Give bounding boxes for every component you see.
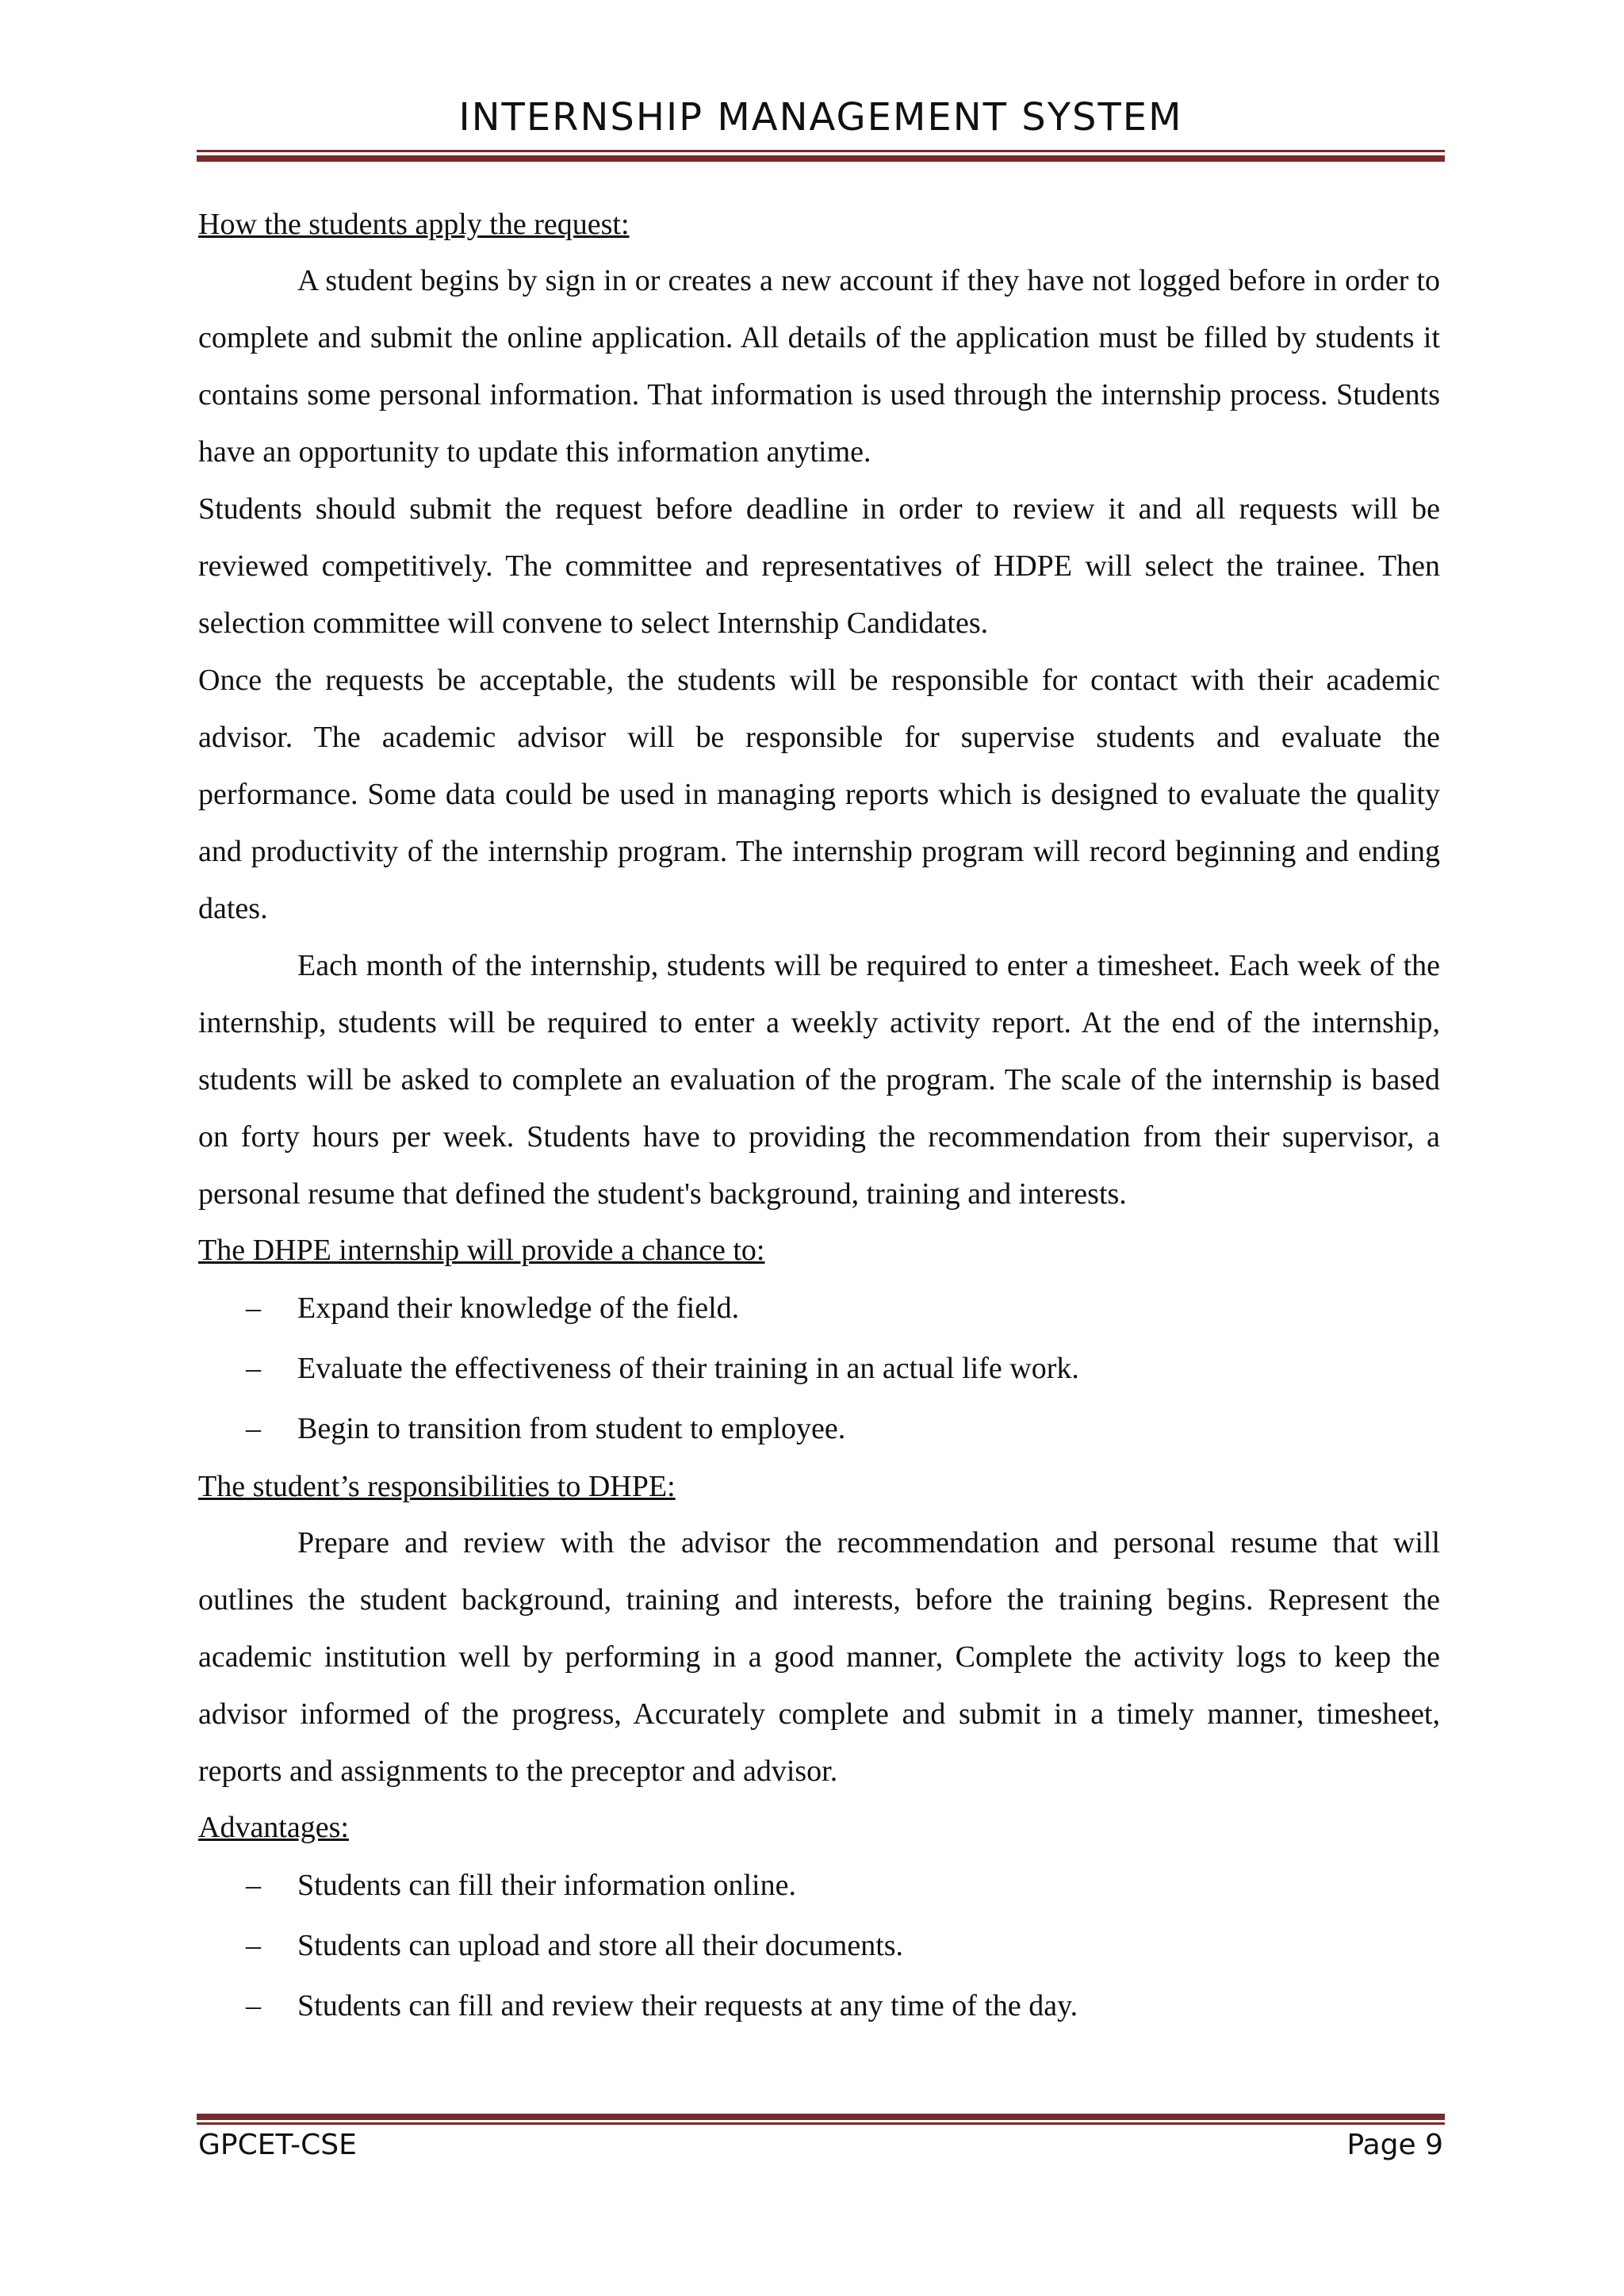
list-item-text: Students can upload and store all their documents. [297,1929,904,1962]
page-header-title: INTERNSHIP MANAGEMENT SYSTEM [458,95,1183,140]
list-item [198,1855,1440,1915]
advantages-list [198,1855,1440,2036]
list-item-text: Students can fill their information online. [297,1869,796,1902]
footer-page-number: Page 9 [1346,2129,1443,2161]
section-heading-apply: How the students apply the request: [198,208,630,241]
paragraph-apply-3: Once the requests be acceptable, the students will be responsible for contact with their academic advisor. The academic advisor will be responsible for supervise students and evaluate the performance. Some data could be used in managing reports which is designed to evaluate the quality and productivity of the internship program. The internship program will record beginning and ending dates. [198,664,1440,925]
header-rule-thick [197,155,1445,162]
list-item-text: Expand their knowledge of the field. [297,1292,740,1325]
chance-list [198,1278,1440,1459]
list-item [198,1915,1440,1976]
footer-rule-thick [197,2114,1445,2120]
list-item-text: Evaluate the effectiveness of their training in an actual life work. [297,1352,1079,1385]
paragraph-apply-1: A student begins by sign in or creates a new account if they have not logged before in order to complete and submit the online application. All details of the application must be filled by students it contains some personal information. That information is used through the internship process. Students have an opportunity to update this information anytime. [198,264,1440,469]
dash-bullet-icon: – [246,1412,261,1445]
paragraph-apply-2: Students should submit the request before deadline in order to review it and all requests will be reviewed competitively. The committee and representatives of HDPE will select the trainee. Then selection committee will convene to select Internship Candidates. [198,492,1440,640]
list-item [198,1338,1440,1399]
section-heading-responsibilities: The student’s responsibilities to DHPE: [198,1470,676,1503]
paragraph-apply-4: Each month of the internship, students will be required to enter a timesheet. Each week of the internship, students will be required to enter a weekly activity report. At the end of the internship, students will be asked to complete an evaluation of the program. The scale of the internship is based on forty hours per week. Students have to providing the recommendation from their supervisor, a personal resume that defined the student's background, training and interests. [198,949,1440,1211]
list-item-text: Begin to transition from student to employee. [297,1412,846,1445]
list-item [198,1976,1440,2036]
dash-bullet-icon: – [246,1352,261,1385]
header-rule-thin [197,150,1445,152]
list-item-text: Students can fill and review their requests at any time of the day. [297,1989,1078,2022]
footer-college-code: GPCET-CSE [198,2129,357,2161]
dash-bullet-icon: – [246,1292,261,1325]
list-item [198,1399,1440,1459]
dash-bullet-icon: – [246,1989,261,2022]
dash-bullet-icon: – [246,1869,261,1902]
paragraph-responsibilities: Prepare and review with the advisor the recommendation and personal resume that will outlines the student background, training and interests, before the training begins. Represent the academic institution well by performing in a good manner, Complete the activity logs to keep the advisor informed of the progress, Accurately complete and submit in a timely manner, timesheet, reports and assignments to the preceptor and advisor. [198,1526,1440,1788]
dash-bullet-icon: – [246,1929,261,1962]
page-content [198,197,1440,2036]
section-heading-chance: The DHPE internship will provide a chance to: [198,1234,765,1267]
footer-rule-thin [197,2122,1445,2125]
section-heading-advantages: Advantages: [198,1811,349,1844]
list-item [198,1278,1440,1338]
